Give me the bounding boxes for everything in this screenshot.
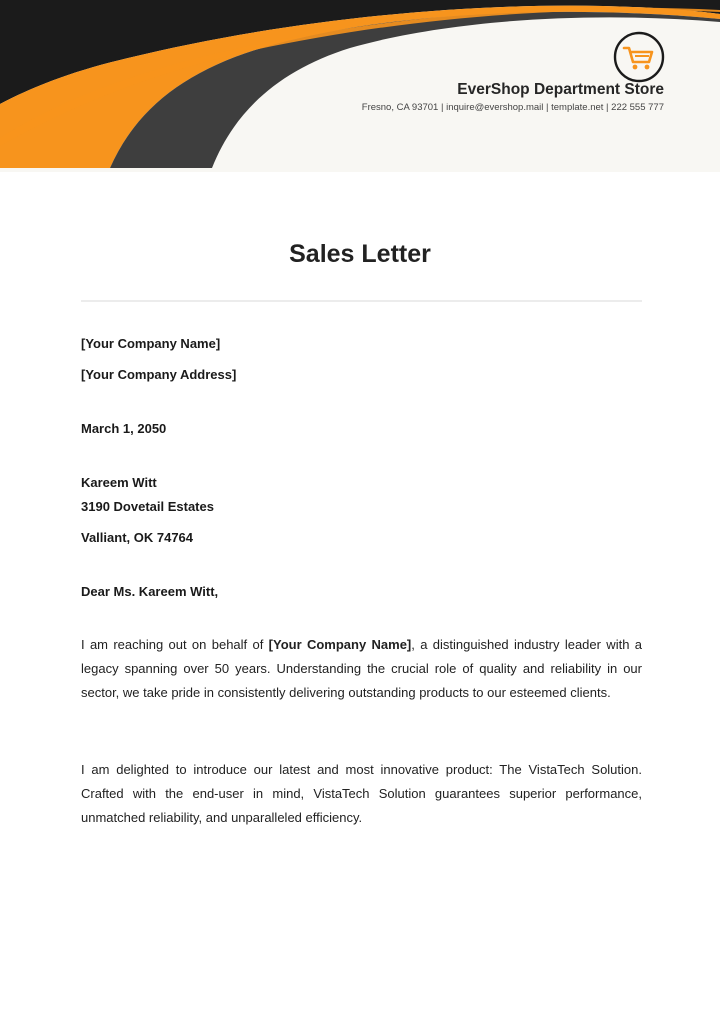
sender-company: [Your Company Name] bbox=[81, 336, 221, 351]
salutation: Dear Ms. Kareem Witt, bbox=[81, 584, 219, 599]
title-divider bbox=[81, 300, 642, 302]
shopping-cart-icon bbox=[613, 31, 665, 83]
recipient-name: Kareem Witt bbox=[81, 475, 157, 490]
body-p1-intro: I am reaching out on behalf of bbox=[81, 637, 269, 652]
letter-date: March 1, 2050 bbox=[81, 421, 167, 436]
company-contact-line: Fresno, CA 93701 | inquire@evershop.mail | template.net | 222 555 777 bbox=[361, 102, 664, 113]
document-title: Sales Letter bbox=[289, 240, 431, 268]
body-paragraph-2: I am delighted to introduce our latest and most innovative product: The VistaTech Solution. Crafted with the end-user in mind, VistaTech Solution guarantees superior performance, unmatched reliability, and unparalleled efficiency. bbox=[81, 762, 642, 825]
recipient-street: 3190 Dovetail Estates bbox=[81, 499, 214, 514]
recipient-city: Valliant, OK 74764 bbox=[81, 530, 194, 545]
sender-address: [Your Company Address] bbox=[81, 367, 237, 382]
company-name: EverShop Department Store bbox=[457, 81, 664, 98]
body-paragraph-1 bbox=[81, 633, 642, 705]
letterhead bbox=[0, 0, 720, 172]
body-p1-company-placeholder: [Your Company Name] bbox=[268, 637, 412, 652]
body-p1-rest: , a distinguished industry leader with a legacy spanning over 50 years. Understanding the crucial role of quality and reliability in our sector, we take pride in consistently delivering outstanding products to our esteemed clients. bbox=[81, 637, 642, 700]
